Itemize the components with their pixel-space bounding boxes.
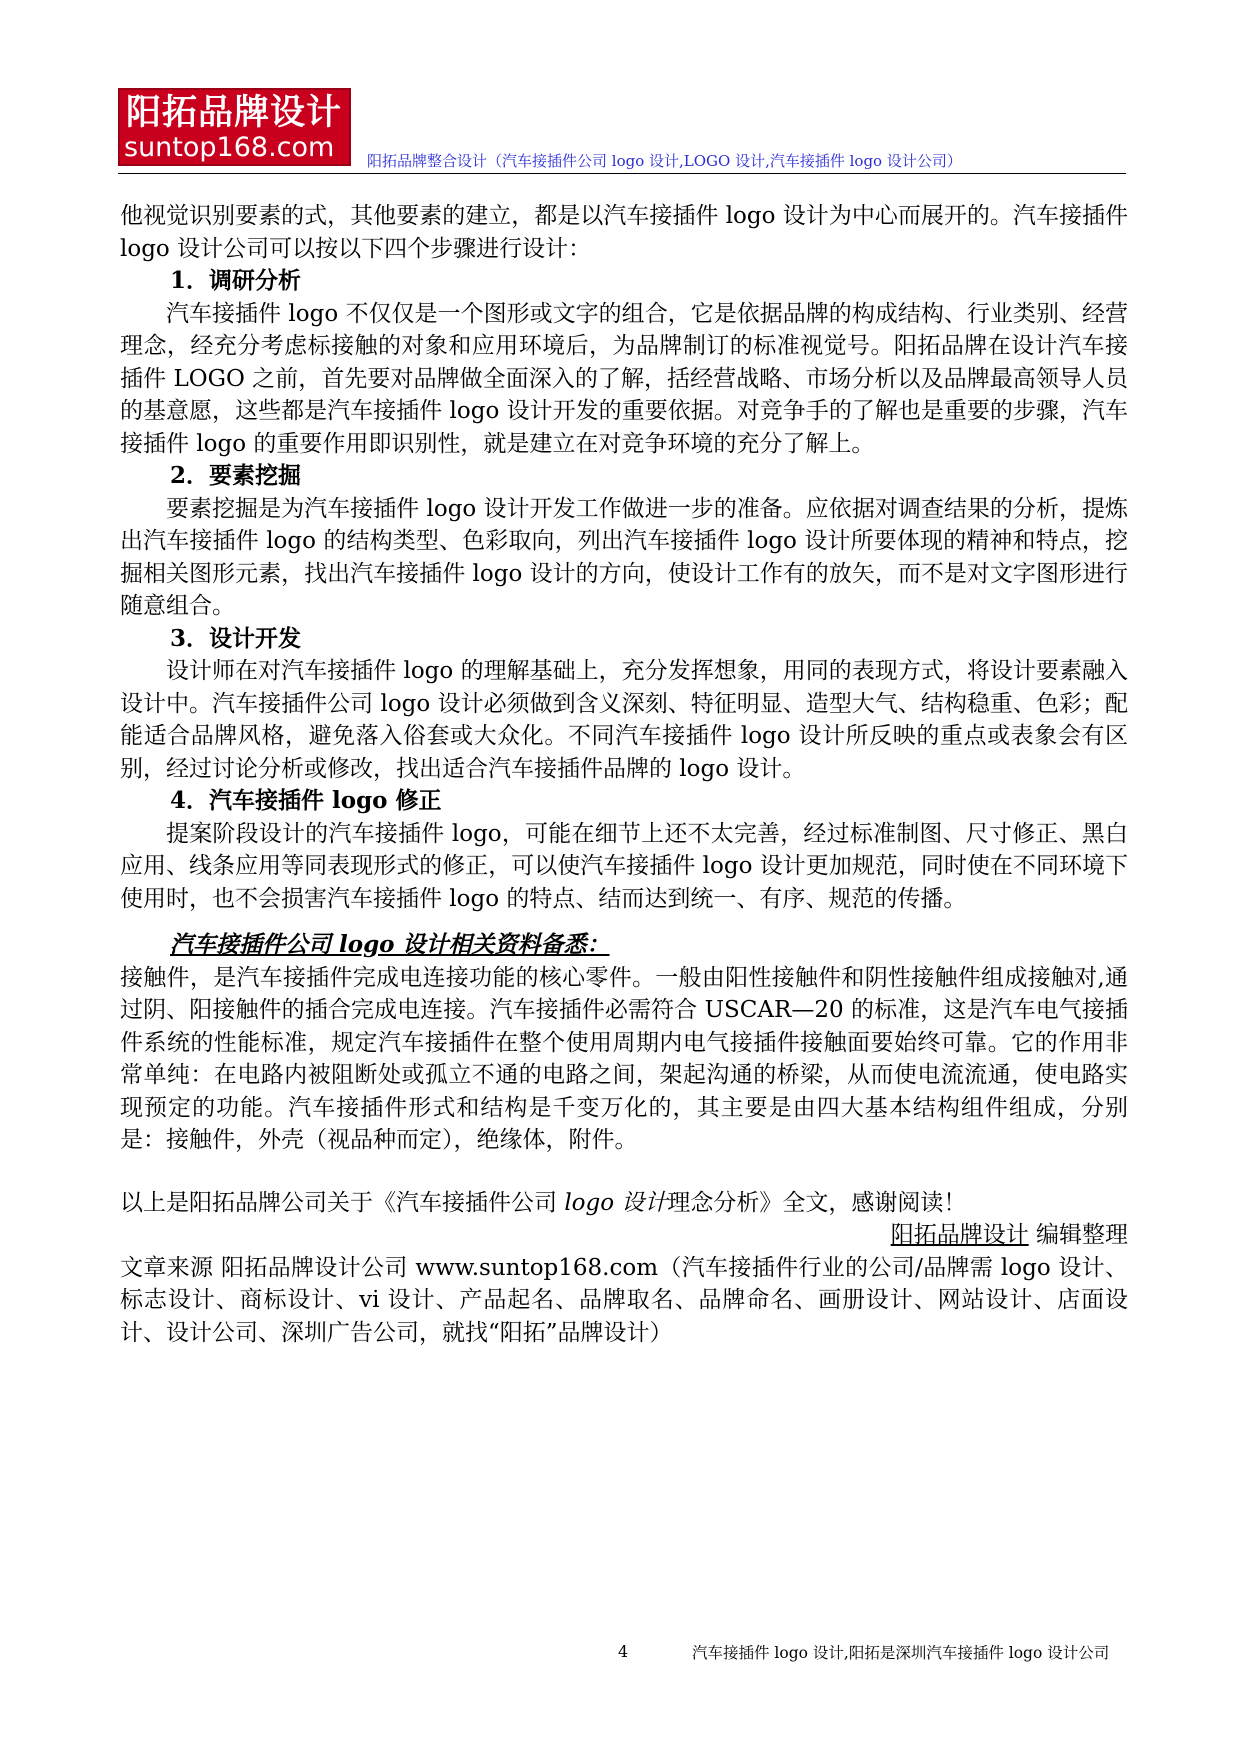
- section-2-paragraph: 要素挖掘是为汽车接插件 logo 设计开发工作做进一步的准备。应依据对调查结果的分析，提炼出汽车接插件 logo 的结构类型、色彩取向，列出汽车接插件 logo 设计所要体现的精神和特点，挖掘相关图形元素，找出汽车接插件 logo 设计的方向，使设计工作有的放矢，而不是对文字图形进行随意组合。: [120, 495, 1128, 619]
- spacer: [120, 1157, 1128, 1187]
- logo-chinese-text: 阳拓品牌设计: [126, 93, 343, 133]
- section-4-heading: 4．汽车接插件 logo 修正: [170, 787, 442, 814]
- reference-heading: 汽车接插件公司 logo 设计相关资料备悉：: [170, 931, 610, 958]
- intro-paragraph: 他视觉识别要素的式，其他要素的建立，都是以汽车接插件 logo 设计为中心而展开的。汽车接插件 logo 设计公司可以按以下四个步骤进行设计：: [120, 203, 1128, 262]
- logo-domain-text: suntop168.com: [124, 132, 335, 163]
- section-1-paragraph: 汽车接插件 logo 不仅仅是一个图形或文字的组合，它是依据品牌的构成结构、行业类别、经营理念，经充分考虑标接触的对象和应用环境后，为品牌制订的标准视觉号。阳拓品牌在设计汽车接插件 LOGO 之前，首先要对品牌做全面深入的了解，括经营战略、市场分析以及品牌最高领导人员的基意愿，这些都是汽车接插件 logo 设计开发的重要依据。对竞争手的了解也是重要的步骤，汽车接插件 logo 的重要作用即识别性，就是建立在对竞争环境的充分了解上。: [120, 300, 1128, 457]
- brand-logo: [118, 88, 351, 166]
- reference-paragraph: 接触件，是汽车接插件完成电连接功能的核心零件。一般由阳性接触件和阴性接触件组成接触对,通过阴、阳接触件的插合完成电连接。汽车接插件必需符合 USCAR—20 的标准，这是汽车电气接插件系统的性能标准，规定汽车接插件在整个使用周期内电气接插件接触面要始终可靠。它的作用非常单纯：在电路内被阻断处或孤立不通的电路之间，架起沟通的桥梁，从而使电流流通，使电路实现预定的功能。汽车接插件形式和结构是千变万化的，其主要是由四大基本结构组件组成，分别是：接触件，外壳（视品种而定），绝缘体，附件。: [120, 964, 1128, 1153]
- closing-text-start: 以上是阳拓品牌公司关于《汽车接插件公司: [120, 1189, 565, 1216]
- page-number: 4: [618, 1642, 629, 1661]
- header-caption-link[interactable]: 阳拓品牌整合设计（汽车接插件公司 logo 设计,LOGO 设计,汽车接插件 logo 设计公司）: [367, 152, 962, 170]
- section-4-paragraph: 提案阶段设计的汽车接插件 logo，可能在细节上还不太完善，经过标准制图、尺寸修正、黑白应用、线条应用等同表现形式的修正，可以使汽车接插件 logo 设计更加规范，同时使在不同环境下使用时，也不会损害汽车接插件 logo 的特点、结而达到统一、有序、规范的传播。: [120, 820, 1128, 912]
- source-paragraph: 文章来源 阳拓品牌设计公司 www.suntop168.com（汽车接插件行业的公司/品牌需 logo 设计、标志设计、商标设计、vi 设计、产品起名、品牌取名、品牌命名、画册设计、网站设计、店面设计、设计公司、深圳广告公司，就找“阳拓”品牌设计）: [120, 1254, 1128, 1346]
- editor-suffix: 编辑整理: [1028, 1222, 1128, 1248]
- footer-text: 汽车接插件 logo 设计,阳拓是深圳汽车接插件 logo 设计公司: [692, 1644, 1110, 1662]
- closing-text-italic: logo 设计: [564, 1189, 668, 1216]
- document-body: [120, 200, 1128, 1349]
- header-divider: [118, 173, 1126, 174]
- editor-link[interactable]: 阳拓品牌设计: [890, 1222, 1029, 1248]
- section-3-paragraph: 设计师在对汽车接插件 logo 的理解基础上，充分发挥想象，用同的表现方式，将设计要素融入设计中。汽车接插件公司 logo 设计必须做到含义深刻、特征明显、造型大气、结构稳重、色彩；配能适合品牌风格，避免落入俗套或大众化。不同汽车接插件 logo 设计所反映的重点或表象会有区别，经过讨论分析或修改，找出适合汽车接插件品牌的 logo 设计。: [120, 658, 1128, 782]
- section-1-heading: 1．调研分析: [170, 267, 302, 294]
- closing-line: [120, 1187, 1128, 1220]
- closing-text-end: 理念分析》全文，感谢阅读！: [667, 1189, 967, 1216]
- editor-line: [120, 1219, 1128, 1252]
- section-3-heading: 3．设计开发: [170, 624, 302, 652]
- section-2-heading: 2．要素挖掘: [170, 462, 302, 489]
